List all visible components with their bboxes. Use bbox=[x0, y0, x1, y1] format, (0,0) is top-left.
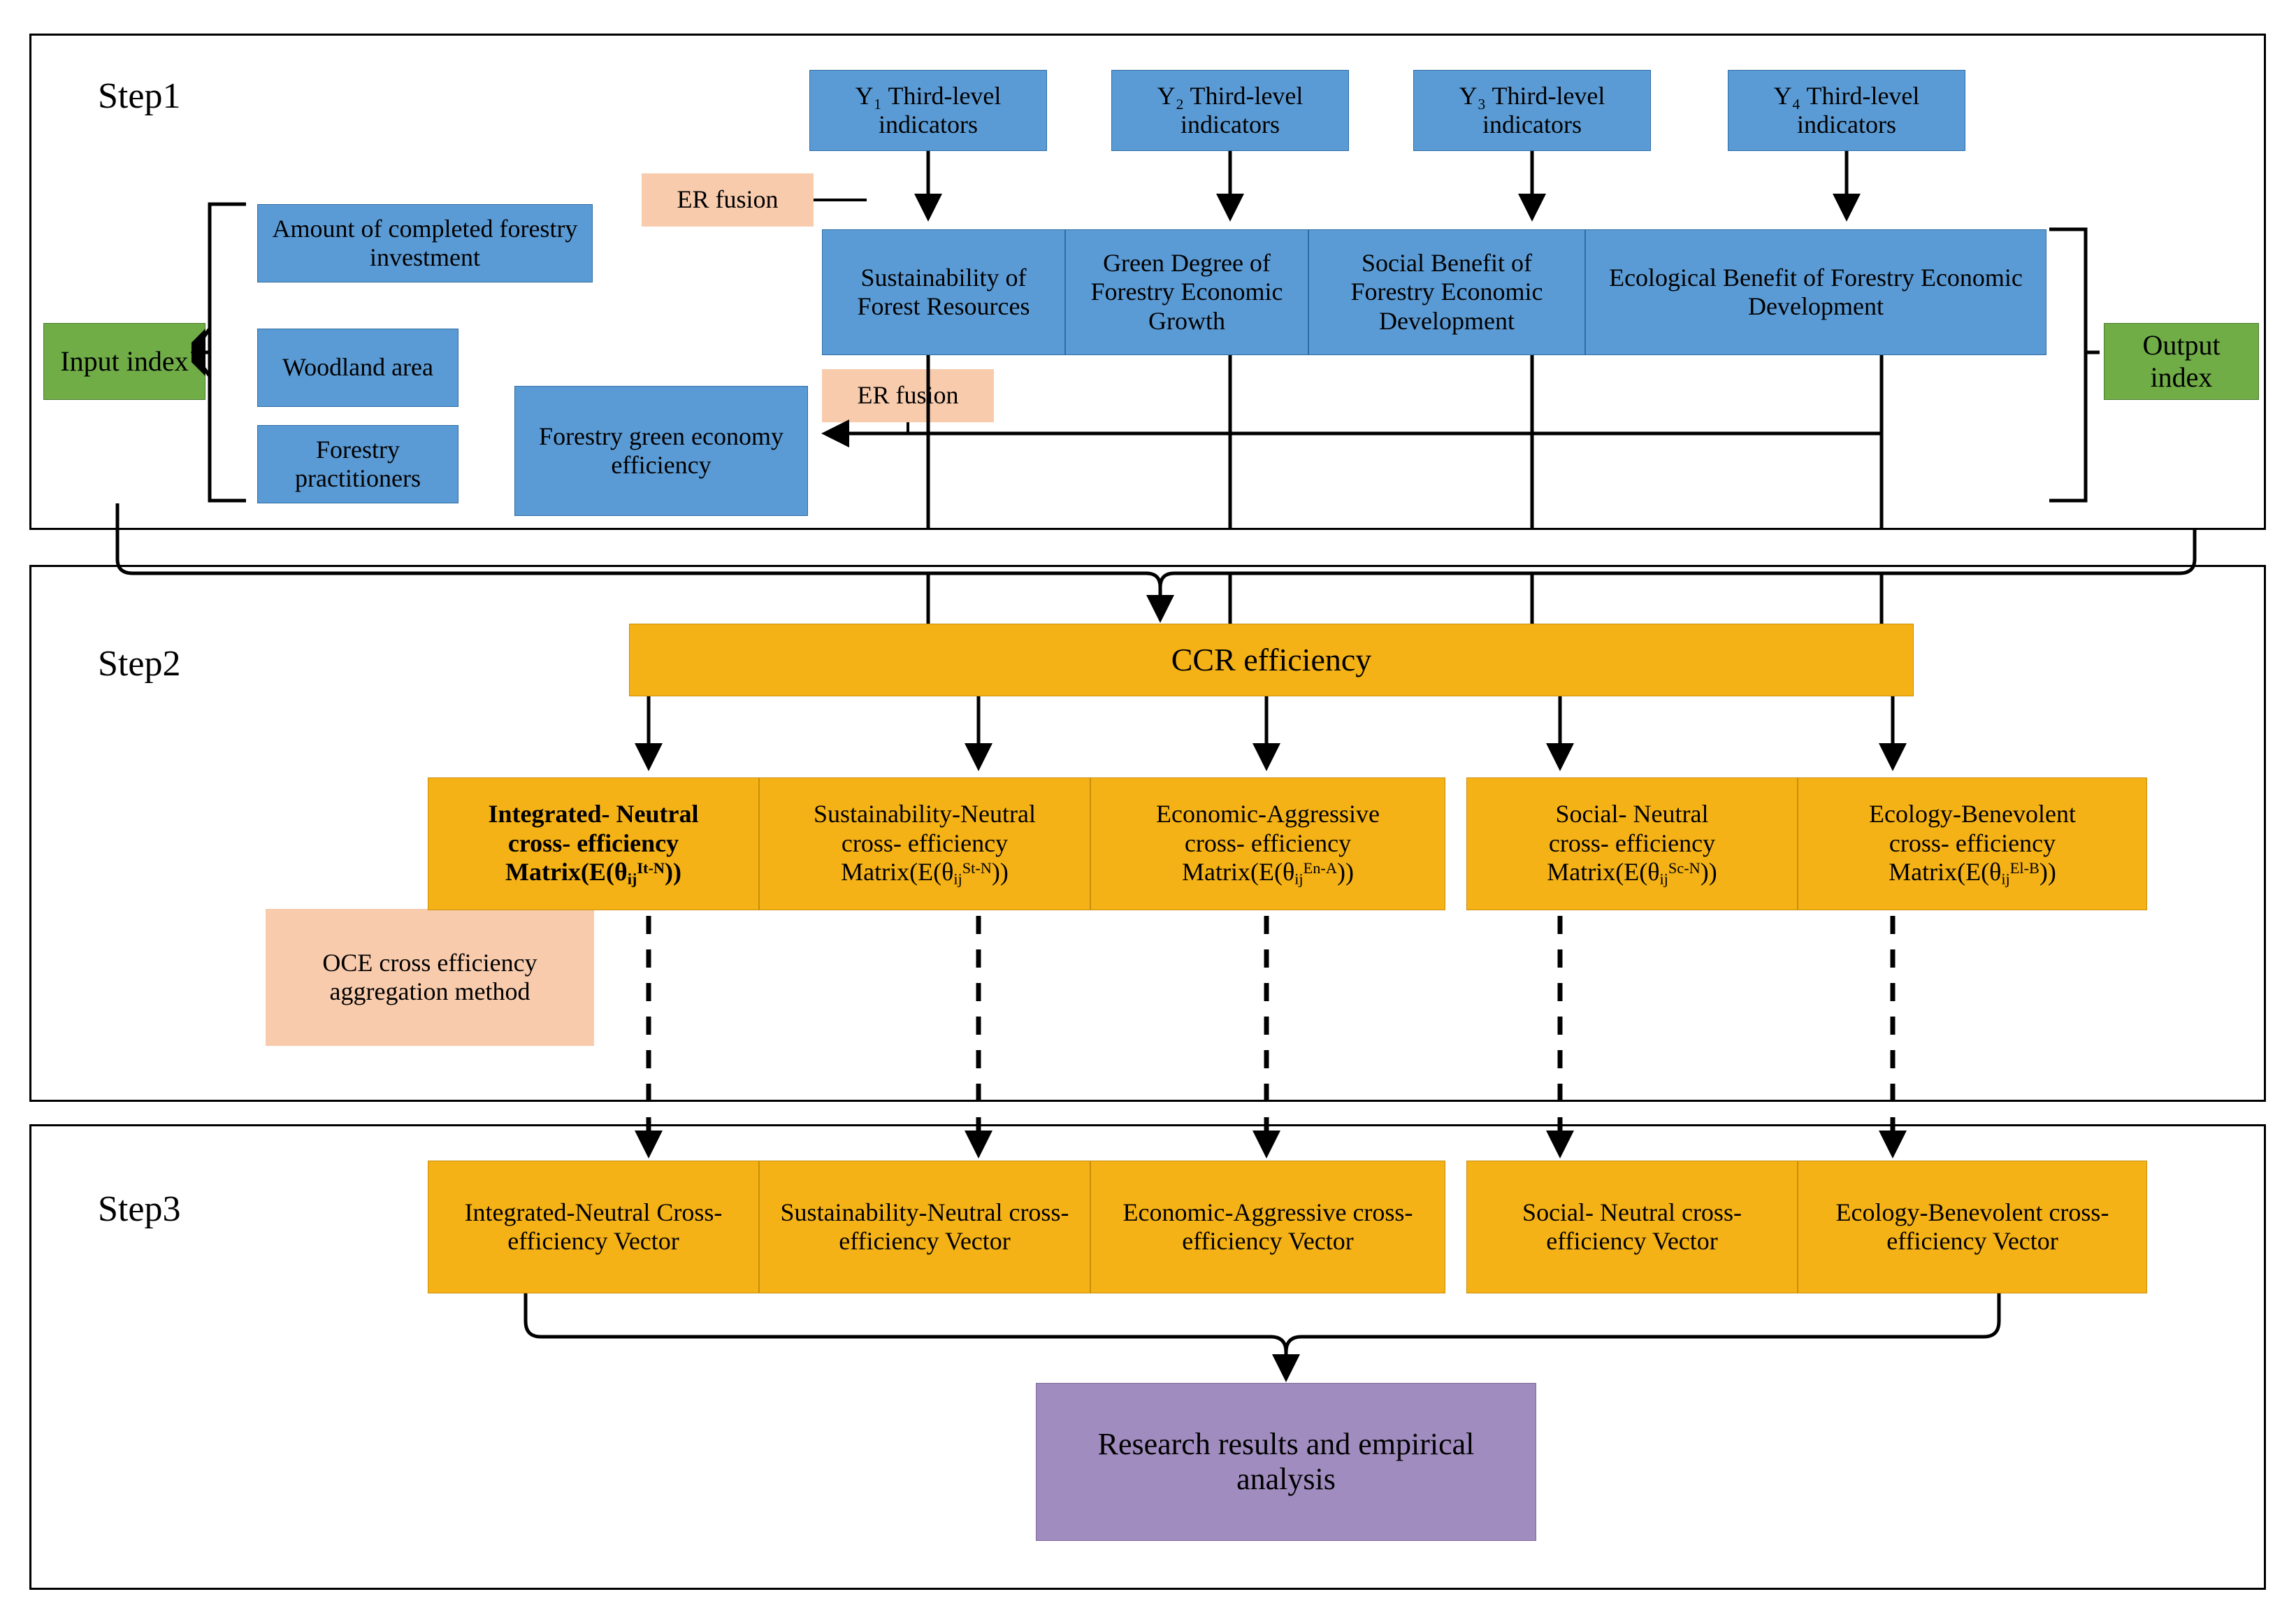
er-fusion-note-bottom: ER fusion bbox=[822, 369, 994, 422]
step1-label: Step1 bbox=[98, 76, 181, 116]
er-fusion-note-top: ER fusion bbox=[642, 173, 814, 227]
third-level-indicator-y3: Y₃ Third-level indicators bbox=[1413, 70, 1651, 151]
matrix-social-neutral bbox=[1466, 777, 1798, 910]
second-level-social-benefit: Social Benefit of Forestry Economic Development bbox=[1308, 229, 1585, 355]
input-forestry-investment: Amount of completed forestry investment bbox=[257, 204, 593, 282]
matrix-line1: Economic-Aggressive bbox=[1156, 800, 1380, 828]
third-level-indicator-y4: Y₄ Third-level indicators bbox=[1728, 70, 1965, 151]
input-index-badge: Input index bbox=[43, 323, 205, 400]
second-level-ecological-benefit: Ecological Benefit of Forestry Economic Development bbox=[1585, 229, 2046, 355]
input-forestry-practitioners: Forestry practitioners bbox=[257, 425, 459, 503]
matrix-line1: Integrated- Neutral bbox=[488, 800, 699, 828]
matrix-line3: $Matrix(E(\theta_{ij}^{It-N}))$ bbox=[505, 857, 682, 888]
input-woodland-area: Woodland area bbox=[257, 329, 459, 407]
matrix-line1: Sustainability-Neutral bbox=[814, 800, 1036, 828]
third-level-indicator-y2: Y₂ Third-level indicators bbox=[1111, 70, 1349, 151]
step2-label: Step2 bbox=[98, 644, 181, 684]
matrix-line1: Ecology-Benevolent bbox=[1869, 800, 2076, 828]
vector-sustainability-neutral: Sustainability-Neutral cross- efficiency Vector bbox=[759, 1161, 1090, 1293]
step3-label: Step3 bbox=[98, 1189, 181, 1229]
matrix-line2: cross- efficiency bbox=[507, 828, 679, 857]
matrix-line2: cross- efficiency bbox=[841, 828, 1009, 857]
second-level-green-degree: Green Degree of Forestry Economic Growth bbox=[1065, 229, 1308, 355]
vector-economic-aggressive: Economic-Aggressive cross- efficiency Vector bbox=[1090, 1161, 1445, 1293]
research-results-box: Research results and empirical analysis bbox=[1036, 1383, 1536, 1541]
matrix-line2: cross- efficiency bbox=[1548, 828, 1716, 857]
vector-social-neutral: Social- Neutral cross- efficiency Vector bbox=[1466, 1161, 1798, 1293]
matrix-line1: Social- Neutral bbox=[1555, 800, 1709, 828]
matrix-line3: $Matrix(E(\theta_{ij}^{Sc-N}))$ bbox=[1547, 857, 1717, 888]
matrix-sustainability-neutral bbox=[759, 777, 1090, 910]
output-index-badge: Output index bbox=[2104, 323, 2259, 400]
matrix-line2: cross- efficiency bbox=[1184, 828, 1352, 857]
matrix-ecology-benevolent bbox=[1798, 777, 2147, 910]
oce-aggregation-note: OCE cross efficiency aggregation method bbox=[266, 909, 594, 1046]
matrix-economic-aggressive bbox=[1090, 777, 1445, 910]
matrix-integrated-neutral bbox=[428, 777, 759, 910]
second-level-sustainability: Sustainability of Forest Resources bbox=[822, 229, 1065, 355]
matrix-line2: cross- efficiency bbox=[1889, 828, 2056, 857]
matrix-line3: $Matrix(E(\theta_{ij}^{St-N}))$ bbox=[841, 857, 1009, 888]
vector-integrated-neutral: Integrated-Neutral Cross-efficiency Vector bbox=[428, 1161, 759, 1293]
third-level-indicator-y1: Y₁ Third-level indicators bbox=[809, 70, 1047, 151]
matrix-line3: $Matrix(E(\theta_{ij}^{El-B}))$ bbox=[1889, 857, 2056, 888]
matrix-line3: $Matrix(E(\theta_{ij}^{En-A}))$ bbox=[1182, 857, 1354, 888]
forestry-green-economy-efficiency: Forestry green economy efficiency bbox=[514, 386, 808, 516]
vector-ecology-benevolent: Ecology-Benevolent cross- efficiency Vector bbox=[1798, 1161, 2147, 1293]
ccr-efficiency-bar: CCR efficiency bbox=[629, 624, 1914, 696]
